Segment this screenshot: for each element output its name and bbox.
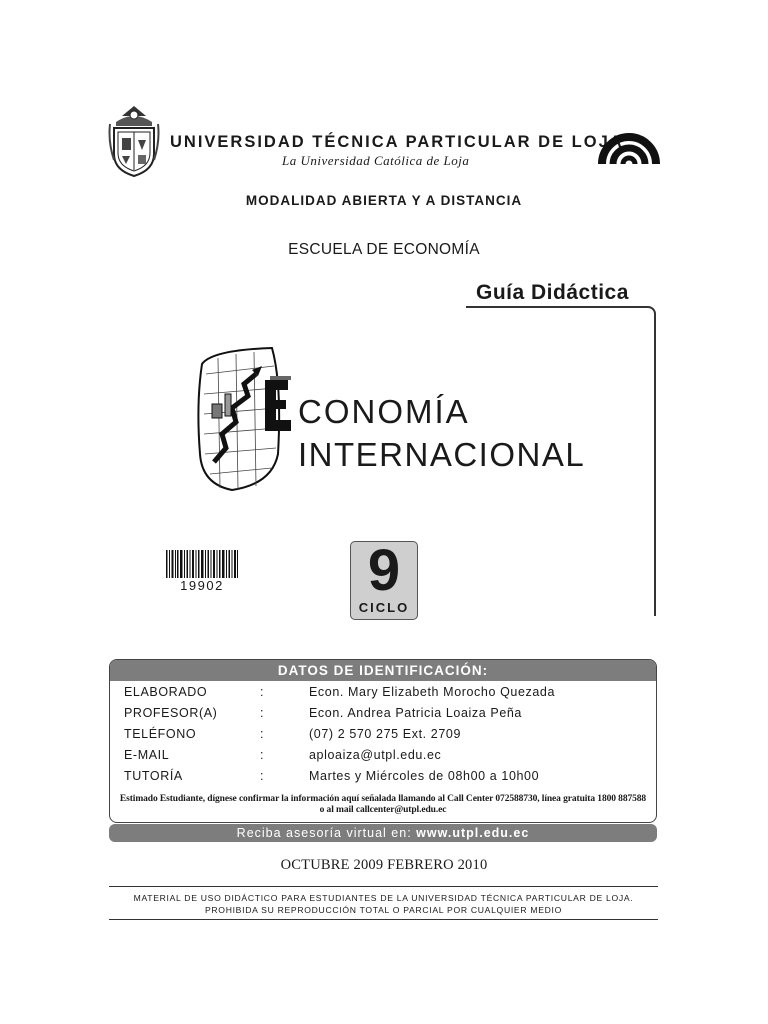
ciclo-label: CICLO — [358, 600, 410, 615]
university-name: UNIVERSIDAD TÉCNICA PARTICULAR DE LOJA — [170, 133, 624, 151]
row-value-elaborado: Econ. Mary Elizabeth Morocho Quezada — [309, 685, 556, 699]
ciclo-number: 9 — [367, 538, 401, 603]
course-title-line2: INTERNACIONAL — [298, 436, 586, 473]
row-label-email: E-MAIL — [124, 748, 170, 762]
asesoria-banner — [109, 824, 657, 842]
copyright-notice — [109, 892, 658, 916]
copyright-line1: MATERIAL DE USO DIDÁCTICO PARA ESTUDIANTES DE LA UNIVERSIDAD TÉCNICA PARTICULAR DE LOJA. — [133, 893, 634, 903]
identification-panel — [109, 659, 657, 823]
row-label-elaborado: ELABORADO — [124, 685, 208, 699]
barcode-icon — [166, 550, 238, 578]
university-subtitle: La Universidad Católica de Loja — [282, 153, 470, 168]
callcenter-note-line2: o al mail callcenter@utpl.edu.ec — [319, 805, 447, 815]
row-label-profesor: PROFESOR(A) — [124, 706, 218, 720]
university-crest-icon — [108, 102, 160, 178]
asesoria-text: Reciba asesoría virtual en: — [236, 826, 417, 840]
row-colon: : — [260, 706, 265, 720]
guia-title: Guía Didáctica — [476, 281, 629, 304]
course-initial-letter — [262, 376, 294, 434]
row-label-tutoria: TUTORÍA — [124, 769, 183, 783]
row-value-telefono: (07) 2 570 275 Ext. 2709 — [309, 727, 461, 741]
row-value-profesor: Econ. Andrea Patricia Loaiza Peña — [309, 706, 522, 720]
identification-heading: DATOS DE IDENTIFICACIÓN: — [110, 660, 656, 681]
row-value-email[interactable]: aploaiza@utpl.edu.ec — [309, 748, 442, 762]
course-title-line1: CONOMÍA — [298, 393, 470, 430]
bottom-divider — [109, 919, 658, 920]
period-date: OCTUBRE 2009 FEBRERO 2010 — [280, 857, 488, 873]
callcenter-note-line1: Estimado Estudiante, dígnese confirmar la información aquí señalada llamando al Call Center 072588730, línea gratuita 1800 887588 — [119, 794, 647, 804]
asesoria-url-link[interactable]: www.utpl.edu.ec — [416, 826, 530, 840]
row-colon: : — [260, 748, 265, 762]
barcode-number: 19902 — [180, 578, 224, 593]
modalidad-title: MODALIDAD ABIERTA Y A DISTANCIA — [245, 193, 523, 208]
row-value-tutoria: Martes y Miércoles de 08h00 a 10h00 — [309, 769, 540, 783]
utpl-arcs-logo-icon — [598, 110, 660, 170]
row-colon: : — [260, 727, 265, 741]
top-divider — [109, 886, 658, 887]
escuela-title: ESCUELA DE ECONOMÍA — [288, 241, 480, 258]
row-label-telefono: TELÉFONO — [124, 727, 197, 741]
callcenter-note — [110, 794, 656, 816]
row-colon: : — [260, 685, 265, 699]
row-colon: : — [260, 769, 265, 783]
copyright-line2: PROHIBIDA SU REPRODUCCIÓN TOTAL O PARCIAL POR CUALQUIER MEDIO — [204, 905, 563, 915]
